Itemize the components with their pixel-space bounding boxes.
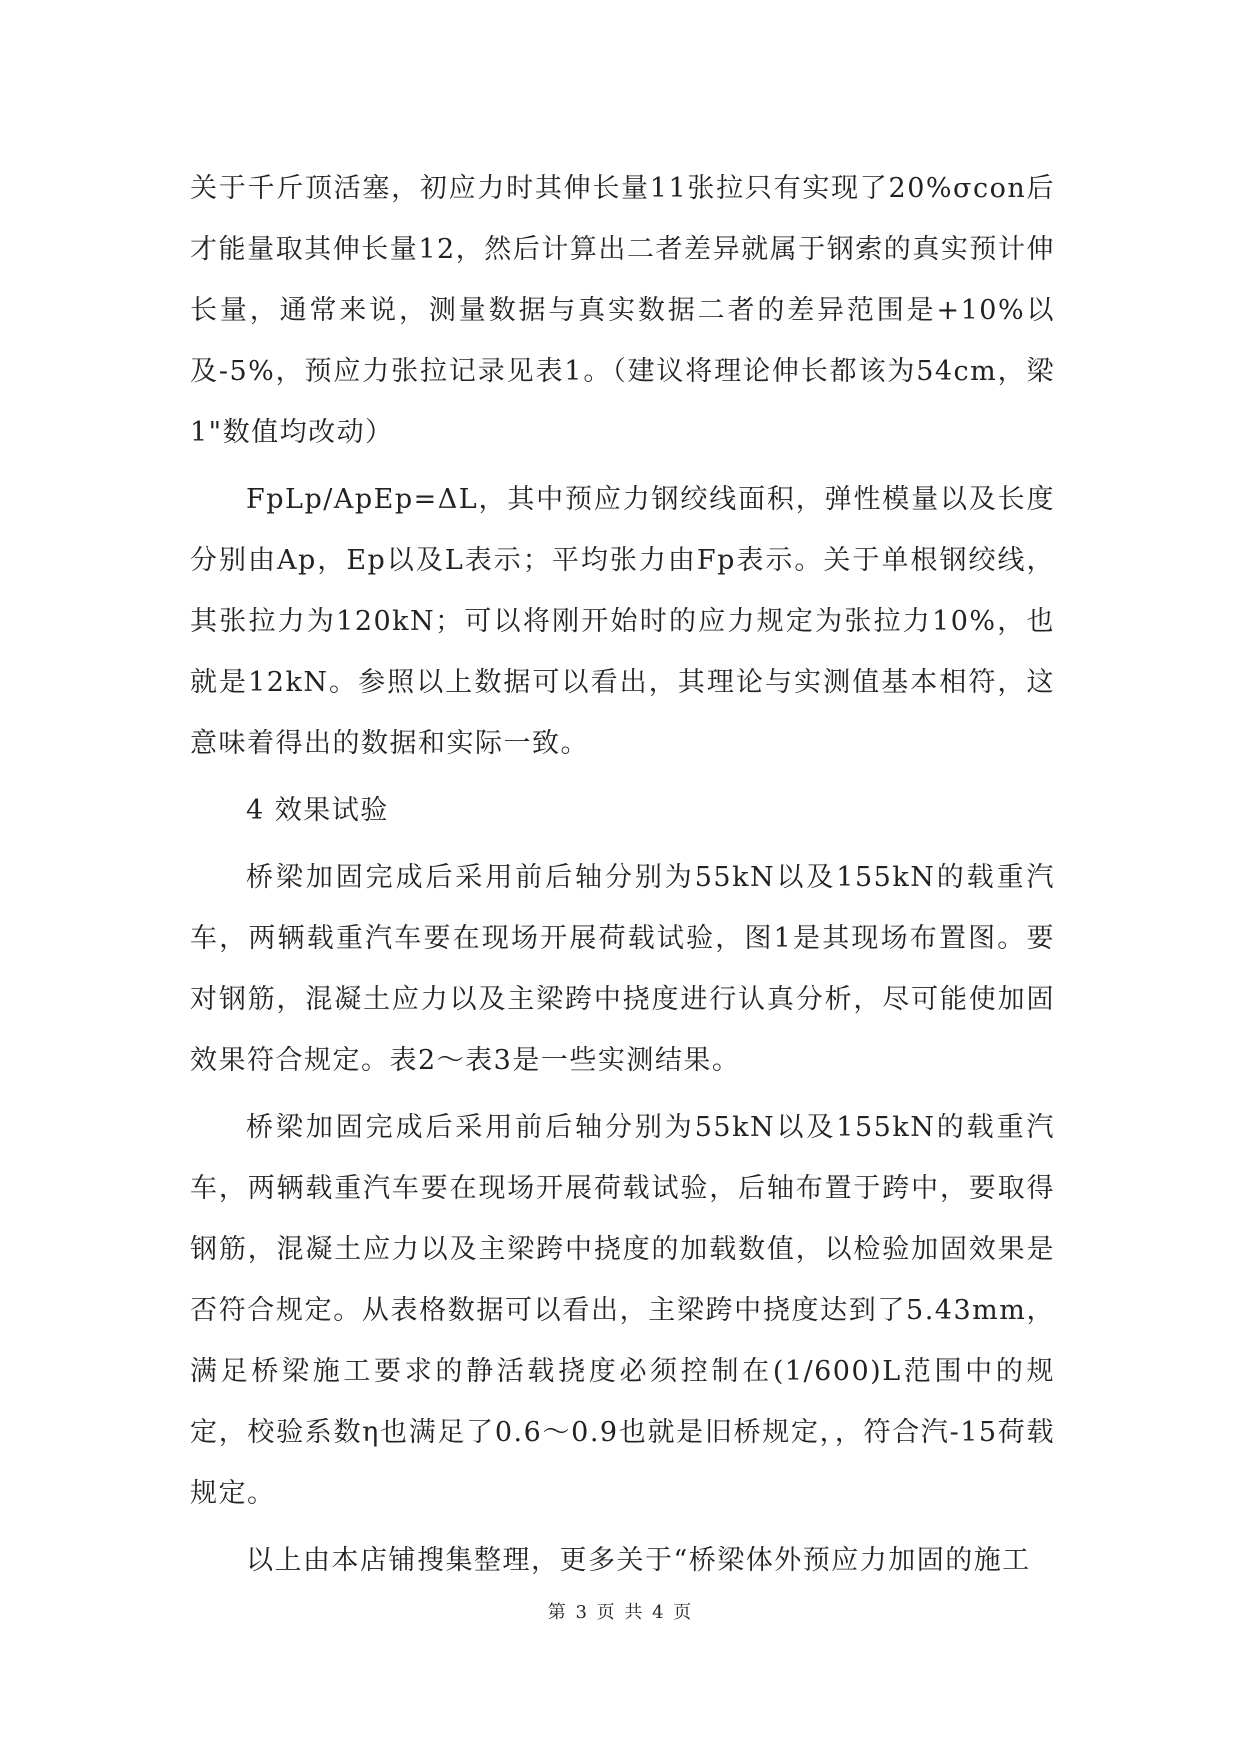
document-body <box>190 158 1055 1591</box>
page-number-footer: 第 3 页 共 4 页 <box>547 1602 694 1623</box>
paragraph-load-test-1: 桥梁加固完成后采用前后轴分别为55kN以及155kN的载重汽车，两辆载重汽车要在现场开展荷载试验，图1是其现场布置图。要对钢筋，混凝土应力以及主梁跨中挠度进行认真分析，尽可能使加固效果符合规定。表2～表3是一些实测结果。 <box>190 862 1055 1076</box>
paragraph-load-test-2: 桥梁加固完成后采用前后轴分别为55kN以及155kN的载重汽车，两辆载重汽车要在现场开展荷载试验，后轴布置于跨中，要取得钢筋，混凝土应力以及主梁跨中挠度的加载数值，以检验加固效果是否符合规定。从表格数据可以看出，主梁跨中挠度达到了5.43mm，满足桥梁施工要求的静活载挠度必须控制在(1/600)L范围中的规定，校验系数η也满足了0.6～0.9也就是旧桥规定，，符合汽-15荷载规定。 <box>190 1112 1055 1509</box>
paragraph-formula: FpLp/ApEp=ΔL，其中预应力钢绞线面积，弹性模量以及长度分别由Ap，Ep以及L表示；平均张力由Fp表示。关于单根钢绞线，其张拉力为120kN；可以将刚开始时的应力规定为张拉力10%，也就是12kN。参照以上数据可以看出，其理论与实测值基本相符，这意味着得出的数据和实际一致。 <box>190 484 1055 759</box>
section-heading: 4 效果试验 <box>246 795 389 826</box>
paragraph-tension-elongation: 关于千斤顶活塞，初应力时其伸长量11张拉只有实现了20%σcon后才能量取其伸长量12，然后计算出二者差异就属于钢索的真实预计伸长量，通常来说，测量数据与真实数据二者的差异范围是+10%以及-5%，预应力张拉记录见表1。（建议将理论伸长都该为54cm，梁1"数值均改动） <box>190 173 1055 448</box>
paragraph-closing: 以上由本店铺搜集整理，更多关于“桥梁体外预应力加固的施工 <box>246 1545 1031 1576</box>
